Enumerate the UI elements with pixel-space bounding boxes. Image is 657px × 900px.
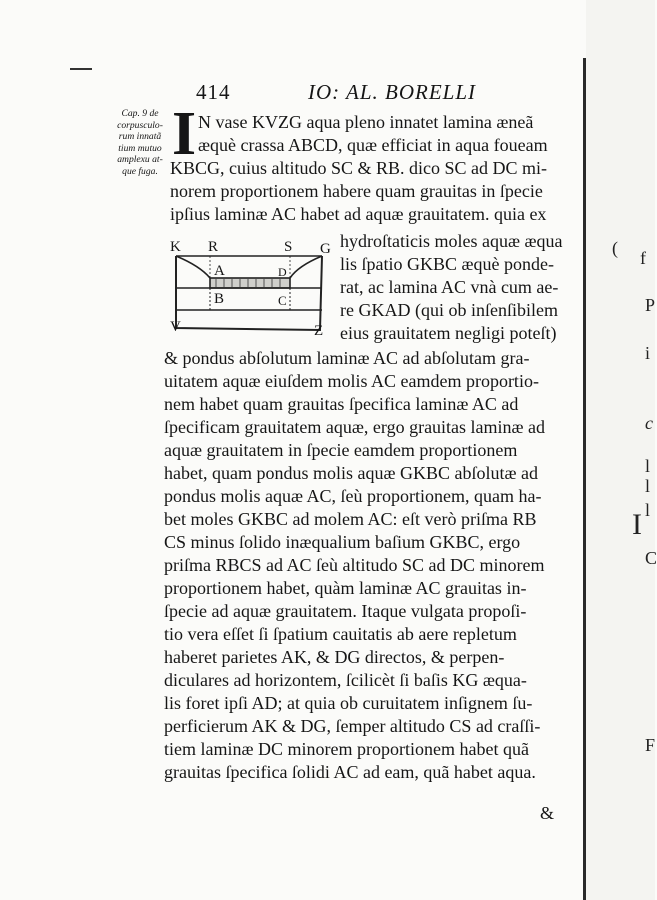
text-line: eius grauitatem negligi poteſt): [340, 323, 557, 343]
figure-diagram: [168, 238, 338, 348]
text-line: ſpecie ad aquæ grauitatem. Itaque vulgata propoſi-: [164, 601, 527, 621]
running-header: [196, 80, 568, 106]
figure-label-a: A: [214, 263, 225, 279]
margin-note-line: tium mutuo: [118, 142, 162, 154]
text-line: bet moles GKBC ad molem AC: eſt verò priſma RB: [164, 509, 537, 529]
bleed-char: i: [645, 343, 651, 363]
text-line: tiem laminæ DC minorem proportionem habet quã: [164, 739, 529, 759]
text-line: lis foret ipſi AD; at quia ob curuitatem inſignem ſu-: [164, 693, 533, 713]
figure-label-k: K: [170, 239, 181, 255]
margin-note: [108, 108, 172, 178]
figure-label-r: R: [208, 239, 219, 255]
text-line: nem habet quam grauitas ſpecifica laminæ AC ad: [164, 394, 519, 414]
figure-label-g: G: [320, 241, 331, 257]
text-line: ipſius laminæ AC habet ad aquæ grauitatem. quia ex: [170, 204, 547, 224]
text-line: & pondus abſolutum laminæ AC ad abſolutam gra-: [164, 348, 530, 368]
bleed-char: f: [640, 248, 646, 268]
figure-label-c: C: [278, 293, 287, 308]
bleed-char: l: [645, 456, 651, 476]
bleed-char: I: [632, 508, 642, 541]
text-line: N vase KVZG aqua pleno innatet lamina æneã: [198, 112, 534, 132]
catchword: &: [540, 803, 555, 823]
text-line: KBCG, cuius altitudo SC & RB. dico SC ad DC mi-: [170, 158, 548, 178]
text-line: priſma RBCS ad AC ſeù altitudo SC ad DC minorem: [164, 555, 545, 575]
bleed-char: (: [612, 238, 618, 258]
figure-label-b: B: [214, 291, 225, 307]
text-line: diculares ad horizontem, ſcilicèt ſi baſis KG æqua-: [164, 670, 527, 690]
bleed-char: F: [645, 735, 656, 755]
running-title: IO: AL. BORELLI: [308, 80, 477, 104]
text-line: tio vera eſſet ſi ſpatium cauitatis ab aere repletum: [164, 624, 517, 644]
margin-note-line: amplexu at-: [117, 154, 163, 166]
margin-note-line: corpusculo-: [117, 119, 163, 131]
text-line: uitatem aquæ eiuſdem molis AC eamdem proportio-: [164, 371, 539, 391]
figure-label-d: D: [278, 265, 287, 279]
top-dash: [70, 68, 92, 70]
figure-label-z: Z: [314, 323, 324, 339]
text-line: perficierum AK & DG, ſemper altitudo CS ad craſſi-: [164, 716, 541, 736]
margin-note-line: Cap. 9 de: [121, 108, 159, 119]
figure-label-v: V: [170, 319, 181, 335]
text-line: CS minus ſolido inæqualium baſium GKBC, ergo: [164, 532, 521, 552]
text-line: norem proportionem habere quam grauitas in ſpecie: [170, 181, 543, 201]
text-line: hydroſtaticis moles aquæ æqua: [340, 231, 563, 251]
facing-page-strip: [586, 0, 655, 900]
figure-label-s: S: [284, 239, 293, 255]
drop-cap: I: [172, 100, 197, 168]
margin-note-line: rum innatã: [118, 131, 162, 143]
text-line: ſpecificam grauitatem aquæ, ergo grauitas laminæ ad: [164, 417, 546, 437]
lamina-figure: [168, 238, 338, 348]
bleed-char: c: [645, 413, 653, 433]
text-line: grauitas ſpecifica ſolidi AC ad eam, quã habet aqua.: [164, 762, 536, 782]
text-line: lis ſpatio GKBC æquè ponde-: [340, 254, 554, 274]
text-line: pondus molis aquæ AC, ſeù proportionem, quam ha-: [164, 486, 542, 506]
text-line: habet, quam pondus molis aquæ GKBC abſolutæ ad: [164, 463, 538, 483]
page-number: 414: [196, 80, 231, 104]
text-line: æquè crassa ABCD, quæ efficiat in aqua foueam: [198, 135, 548, 155]
text-line: rat, ac lamina AC vnà cum ae-: [340, 277, 559, 297]
margin-note-line: que fuga.: [122, 165, 158, 177]
bleed-char: l: [645, 500, 651, 520]
text-line: proportionem habet, quàm laminæ AC grauitas in-: [164, 578, 527, 598]
bleed-char: C: [645, 548, 657, 568]
text-line: re GKAD (qui ob inſenſibilem: [340, 300, 558, 320]
bleed-char: l: [645, 476, 651, 496]
text-line: haberet parietes AK, & DG directos, & perpen-: [164, 647, 505, 667]
text-line: aquæ grauitatem in ſpecie eamdem proportionem: [164, 440, 518, 460]
bleed-char: P: [645, 295, 656, 315]
